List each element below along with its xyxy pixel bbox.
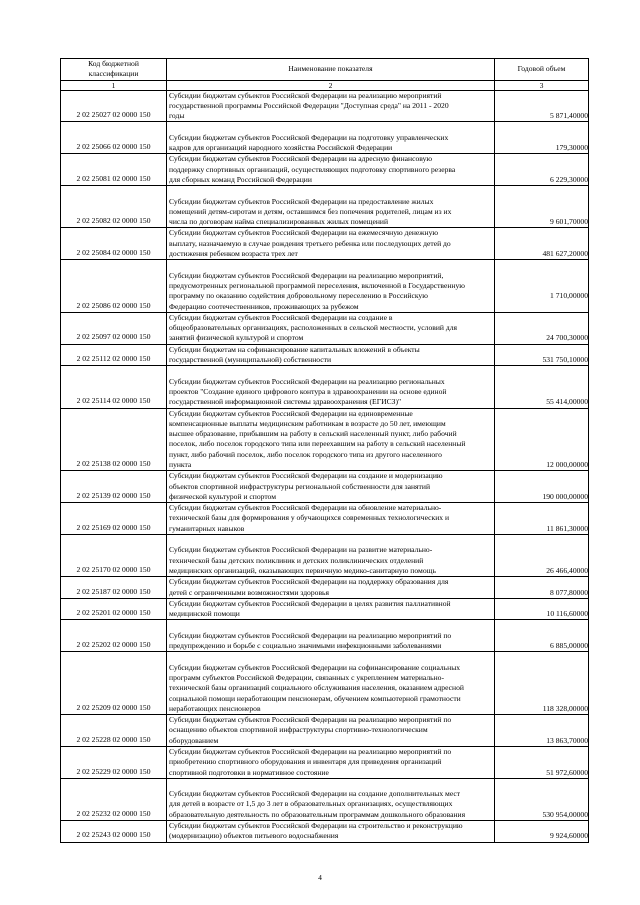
indicator-name-line: объектов спортивной инфраструктуры региональной собственности для занятий xyxy=(169,481,431,491)
annual-volume-value: 11 861,30000 xyxy=(546,523,588,533)
indicator-name-cell xyxy=(167,122,495,154)
annual-volume-value xyxy=(497,673,588,683)
header-code xyxy=(61,59,167,81)
indicator-name-line: оборудованием xyxy=(169,735,219,745)
page-number: 4 xyxy=(318,873,322,882)
indicator-name-cell xyxy=(167,535,495,577)
indicator-name-cell xyxy=(167,652,495,715)
indicator-name-line: Субсидии бюджетам субъектов Российской Федерации на адресную финансовую xyxy=(169,154,433,164)
annual-volume-value xyxy=(497,409,588,419)
annual-volume-value xyxy=(497,228,588,238)
annual-volume-value xyxy=(497,197,588,207)
indicator-name-line: Субсидии бюджетам субъектов Российской Федерации на предоставление жилых xyxy=(169,196,434,206)
indicator-name-line: Субсидии бюджетам субъектов Российской Федерации на реализацию мероприятий по xyxy=(169,715,452,725)
annual-volume-value xyxy=(497,577,588,587)
annual-volume-value: 9 924,60000 xyxy=(550,831,588,841)
table-header-row xyxy=(61,59,589,81)
table-row xyxy=(61,408,589,471)
indicator-name-cell xyxy=(167,90,495,122)
annual-volume-cell xyxy=(495,366,589,408)
annual-volume-cell xyxy=(495,535,589,577)
annual-volume-value xyxy=(497,683,588,693)
table-body xyxy=(61,90,589,842)
budget-code-cell: 2 02 25169 02 0000 150 xyxy=(61,503,167,535)
indicator-name-line xyxy=(169,535,492,545)
budget-code-cell: 2 02 25066 02 0000 150 xyxy=(61,122,167,154)
indicator-name-line xyxy=(169,652,492,662)
indicator-name-line: высшее образование, прибывшим на работу в сельский населенный пункт, либо рабочий xyxy=(169,429,457,439)
table-row xyxy=(61,186,589,228)
budget-code-cell: 2 02 25086 02 0000 150 xyxy=(61,260,167,312)
annual-volume-value: 1 710,00000 xyxy=(550,291,588,301)
table-row xyxy=(61,821,589,843)
indicator-name-cell xyxy=(167,312,495,344)
header-code-line: классификации xyxy=(88,69,139,79)
annual-volume-cell xyxy=(495,122,589,154)
annual-volume-value: 5 871,40000 xyxy=(550,111,588,121)
header-volume: Годовой объем xyxy=(495,59,589,81)
header-name: Наименование показателя xyxy=(167,59,495,81)
indicator-name-line: поселок, либо поселок городского типа или переехавшим на работу в сельский населенный xyxy=(169,439,466,449)
budget-code-cell: 2 02 25081 02 0000 150 xyxy=(61,154,167,186)
indicator-name-line: Субсидии бюджетам субъектов Российской Федерации на реализацию мероприятий xyxy=(169,90,442,100)
table-row xyxy=(61,154,589,186)
table-row xyxy=(61,90,589,122)
annual-volume-value xyxy=(497,91,588,101)
annual-volume-value xyxy=(497,165,588,175)
annual-volume-value: 24 700,30000 xyxy=(546,333,588,343)
annual-volume-value xyxy=(497,821,588,831)
indicator-name-cell xyxy=(167,186,495,228)
indicator-name-line xyxy=(169,620,492,630)
budget-code-cell: 2 02 25170 02 0000 150 xyxy=(61,535,167,577)
annual-volume-value xyxy=(497,387,588,397)
annual-volume-value: 531 750,10000 xyxy=(542,355,588,365)
annual-volume-cell xyxy=(495,408,589,471)
annual-volume-value xyxy=(497,545,588,555)
annual-volume-value xyxy=(497,513,588,523)
budget-code-cell: 2 02 25114 02 0000 150 xyxy=(61,366,167,408)
annual-volume-value xyxy=(497,366,588,376)
indicator-name-line: годы xyxy=(169,111,185,121)
annual-volume-value xyxy=(497,450,588,460)
indicator-name-line: Субсидии бюджетам субъектов Российской Федерации на софинансирование социальных xyxy=(169,662,461,672)
annual-volume-value xyxy=(497,471,588,481)
indicator-name-line: для сборных команд Российской Федерации xyxy=(169,174,312,184)
indicator-name-line: Субсидии бюджетам субъектов Российской Федерации на создание дополнительных мест xyxy=(169,789,461,799)
table-row xyxy=(61,122,589,154)
indicator-name-line: медицинских организаций, оказывающих первичную медико-санитарную помощь xyxy=(169,565,436,575)
indicator-name-line: Субсидии бюджетам субъектов Российской Федерации на подготовку управленческих xyxy=(169,132,449,142)
annual-volume-value xyxy=(497,725,588,735)
budget-code-cell: 2 02 25243 02 0000 150 xyxy=(61,821,167,843)
indicator-name-line xyxy=(169,186,492,196)
indicator-name-cell xyxy=(167,344,495,366)
annual-volume-cell xyxy=(495,821,589,843)
indicator-name-line: Субсидии бюджетам субъектов Российской Федерации на обновление материально- xyxy=(169,503,442,513)
indicator-name-line: Субсидии бюджетам субъектов Российской Федерации в целях развития паллиативной xyxy=(169,598,451,608)
indicator-name-line xyxy=(169,260,492,270)
annual-volume-value xyxy=(497,779,588,789)
annual-volume-value: 13 863,70000 xyxy=(546,735,588,745)
budget-code-cell: 2 02 25209 02 0000 150 xyxy=(61,652,167,715)
indicator-name-line: Субсидии бюджетам субъектов Российской Федерации на реализацию мероприятий, xyxy=(169,270,444,280)
annual-volume-value xyxy=(497,345,588,355)
indicator-name-line: кадров для организаций народного хозяйства Российской Федерации xyxy=(169,143,393,153)
annual-volume-value: 118 328,00000 xyxy=(542,703,588,713)
index-cell: 3 xyxy=(495,80,589,90)
budget-code-cell: 2 02 25139 02 0000 150 xyxy=(61,471,167,503)
indicator-name-line: социальной помощи неработающим пенсионерам, обучением компьютерной грамотности xyxy=(169,693,461,703)
budget-code-cell: 2 02 25112 02 0000 150 xyxy=(61,344,167,366)
indicator-name-line: программ субъектов Российской Федерации, связанных с укреплением материально- xyxy=(169,672,445,682)
annual-volume-cell xyxy=(495,620,589,652)
annual-volume-value xyxy=(497,652,588,662)
indicator-name-line: спортивной подготовки в нормативное состояние xyxy=(169,767,329,777)
indicator-name-cell xyxy=(167,408,495,471)
annual-volume-value xyxy=(497,747,588,757)
table-row xyxy=(61,715,589,747)
table-row xyxy=(61,652,589,715)
indicator-name-cell xyxy=(167,154,495,186)
indicator-name-line: неработающих пенсионеров xyxy=(169,703,261,713)
table-row xyxy=(61,312,589,344)
indicator-name-line: государственной программы Российской Федерации "Доступная среда" на 2011 - 2020 xyxy=(169,100,449,110)
indicator-name-line: Субсидии бюджетам субъектов Российской Федерации на реализацию мероприятий по xyxy=(169,630,452,640)
index-cell: 2 xyxy=(167,80,495,90)
indicator-name-line: технической базы организаций социального обслуживания населения, оказанием адресной xyxy=(169,683,464,693)
budget-code-cell: 2 02 25187 02 0000 150 xyxy=(61,577,167,599)
budget-code-cell: 2 02 25138 02 0000 150 xyxy=(61,408,167,471)
indicator-name-cell xyxy=(167,821,495,843)
indicator-name-line: помещений детям-сиротам и детям, оставшимся без попечения родителей, лицам из их xyxy=(169,206,452,216)
indicator-name-line: медицинской помощи xyxy=(169,609,240,619)
header-code-line: Код бюджетной xyxy=(88,59,139,68)
annual-volume-cell xyxy=(495,228,589,260)
indicator-name-line: Субсидии бюджетам субъектов Российской Федерации на развитие материально- xyxy=(169,545,433,555)
annual-volume-value xyxy=(497,207,588,217)
table-row xyxy=(61,228,589,260)
annual-volume-cell xyxy=(495,747,589,779)
budget-code-cell: 2 02 25084 02 0000 150 xyxy=(61,228,167,260)
table-row xyxy=(61,471,589,503)
annual-volume-value xyxy=(497,260,588,270)
budget-code-cell: 2 02 25027 02 0000 150 xyxy=(61,90,167,122)
indicator-name-cell xyxy=(167,366,495,408)
annual-volume-value xyxy=(497,281,588,291)
annual-volume-value xyxy=(497,599,588,609)
annual-volume-cell xyxy=(495,90,589,122)
indicator-name-line: физической культурой и спортом xyxy=(169,491,277,501)
indicator-name-line: компенсационные выплаты медицинским работникам в возрасте до 50 лет, имеющим xyxy=(169,418,446,428)
indicator-name-cell xyxy=(167,471,495,503)
indicator-name-line: (модернизацию) объектов питьевого водоснабжения xyxy=(169,831,339,841)
budget-code-cell: 2 02 25082 02 0000 150 xyxy=(61,186,167,228)
annual-volume-value xyxy=(497,302,588,312)
annual-volume-value xyxy=(497,154,588,164)
indicator-name-line: Субсидии бюджетам субъектов Российской Федерации на строительство и реконструкцию xyxy=(169,821,463,831)
budget-code-cell: 2 02 25202 02 0000 150 xyxy=(61,620,167,652)
indicator-name-cell xyxy=(167,620,495,652)
annual-volume-value xyxy=(497,482,588,492)
annual-volume-cell xyxy=(495,715,589,747)
table-row xyxy=(61,503,589,535)
indicator-name-line: Субсидии бюджетам субъектов Российской Федерации на единовременные xyxy=(169,408,413,418)
budget-code-cell: 2 02 25228 02 0000 150 xyxy=(61,715,167,747)
annual-volume-value xyxy=(497,419,588,429)
indicator-name-line: проектов "Создание единого цифрового контура в здравоохранении на основе единой xyxy=(169,386,447,396)
annual-volume-value: 8 077,80000 xyxy=(550,587,588,597)
indicator-name-line: Субсидии бюджетам субъектов Российской Федерации на реализацию региональных xyxy=(169,376,445,386)
indicator-name-cell xyxy=(167,715,495,747)
budget-table xyxy=(60,58,589,843)
table-row xyxy=(61,778,589,820)
budget-code-cell: 2 02 25232 02 0000 150 xyxy=(61,778,167,820)
annual-volume-value xyxy=(497,503,588,513)
table-row xyxy=(61,366,589,408)
annual-volume-value xyxy=(497,429,588,439)
annual-volume-cell xyxy=(495,577,589,599)
annual-volume-cell xyxy=(495,503,589,535)
annual-volume-value: 26 466,40000 xyxy=(546,565,588,575)
annual-volume-value xyxy=(497,663,588,673)
indicator-name-line: детей с ограниченными возможностями здоровья xyxy=(169,587,329,597)
annual-volume-value xyxy=(497,789,588,799)
indicator-name-line xyxy=(169,779,492,789)
indicator-name-line: технической базы детских поликлиник и детских поликлинических отделений xyxy=(169,555,424,565)
indicator-name-line: числа по договорам найма специализированных жилых помещений xyxy=(169,217,389,227)
annual-volume-cell xyxy=(495,260,589,312)
indicator-name-line: технической базы для формирования у обучающихся современных технологических и xyxy=(169,513,450,523)
annual-volume-cell xyxy=(495,778,589,820)
budget-code-cell: 2 02 25097 02 0000 150 xyxy=(61,312,167,344)
annual-volume-value xyxy=(497,631,588,641)
indicator-name-cell xyxy=(167,778,495,820)
index-cell: 1 xyxy=(61,80,167,90)
indicator-name-line: Субсидии бюджетам на софинансирование капитальных вложений в объекты xyxy=(169,344,420,354)
indicator-name-line: пункт, либо рабочий поселок, либо поселок городского типа из другого населенного xyxy=(169,449,442,459)
table-row xyxy=(61,344,589,366)
budget-code-cell: 2 02 25229 02 0000 150 xyxy=(61,747,167,779)
annual-volume-value: 12 000,00000 xyxy=(546,459,588,469)
indicator-name-line: Субсидии бюджетам субъектов Российской Федерации на реализацию мероприятий по xyxy=(169,747,452,756)
table-row xyxy=(61,620,589,652)
indicator-name-line: Федерацию соотечественников, проживающих за рубежом xyxy=(169,301,359,311)
annual-volume-value: 190 000,00000 xyxy=(542,491,588,501)
annual-volume-cell xyxy=(495,154,589,186)
indicator-name-line: государственной информационной системы здравоохранения (ЕГИСЗ)" xyxy=(169,397,402,407)
indicator-name-line: приобретению спортивного оборудования и инвентаря для приведения организаций xyxy=(169,757,442,767)
annual-volume-value xyxy=(497,133,588,143)
indicator-name-cell xyxy=(167,747,495,779)
annual-volume-value xyxy=(497,122,588,132)
annual-volume-cell xyxy=(495,312,589,344)
indicator-name-line: программу по оказанию содействия добровольному переселению в Российскую xyxy=(169,291,428,301)
indicator-name-line: выплату, назначаемую в случае рождения третьего ребенка или последующих детей до xyxy=(169,238,451,248)
annual-volume-value: 9 601,70000 xyxy=(550,217,588,227)
indicator-name-line: общеобразовательных организациях, расположенных в сельской местности, условий для xyxy=(169,323,458,333)
annual-volume-value: 55 414,00000 xyxy=(546,397,588,407)
table-row xyxy=(61,260,589,312)
annual-volume-value xyxy=(497,271,588,281)
annual-volume-cell xyxy=(495,598,589,620)
indicator-name-line: предусмотренных региональной программой переселения, включенной в Государственную xyxy=(169,280,465,290)
annual-volume-value: 481 627,20000 xyxy=(542,249,588,259)
indicator-name-line: для детей в возрасте от 1,5 до 3 лет в образовательных организациях, осуществляющих xyxy=(169,799,453,809)
annual-volume-cell xyxy=(495,652,589,715)
annual-volume-value xyxy=(497,535,588,545)
table-row xyxy=(61,535,589,577)
annual-volume-value xyxy=(497,313,588,323)
indicator-name-line: Субсидии бюджетам субъектов Российской Федерации на ежемесячную денежную xyxy=(169,228,439,238)
indicator-name-line: Субсидии бюджетам субъектов Российской Федерации на поддержку образования для xyxy=(169,577,449,587)
annual-volume-cell xyxy=(495,344,589,366)
indicator-name-cell xyxy=(167,260,495,312)
annual-volume-value: 6 885,00000 xyxy=(550,641,588,651)
budget-code-cell: 2 02 25201 02 0000 150 xyxy=(61,598,167,620)
indicator-name-line: образовательную деятельность по образовательным программам дошкольного образования xyxy=(169,809,466,819)
annual-volume-value xyxy=(497,757,588,767)
indicator-name-line: гуманитарных навыков xyxy=(169,523,245,533)
budget-table-sheet xyxy=(60,58,588,843)
annual-volume-value xyxy=(497,323,588,333)
indicator-name-line xyxy=(169,366,492,376)
indicator-name-line: достижения ребенком возраста трех лет xyxy=(169,249,298,259)
annual-volume-value: 51 972,60000 xyxy=(546,767,588,777)
annual-volume-value: 10 116,60000 xyxy=(546,609,588,619)
indicator-name-line: государственной (муниципальной) собственности xyxy=(169,355,332,365)
annual-volume-value xyxy=(497,439,588,449)
annual-volume-value xyxy=(497,694,588,704)
indicator-name-line: занятий физической культурой и спортом xyxy=(169,333,304,343)
table-row xyxy=(61,598,589,620)
indicator-name-cell xyxy=(167,577,495,599)
indicator-name-line: Субсидии бюджетам субъектов Российской Федерации на создание в xyxy=(169,312,393,322)
indicator-name-line: оснащению объектов спортивной инфраструктуры спортивно-технологическим xyxy=(169,725,428,735)
indicator-name-line: Субсидии бюджетам субъектов Российской Федерации на создание и модернизацию xyxy=(169,471,443,481)
annual-volume-value xyxy=(497,101,588,111)
annual-volume-value xyxy=(497,715,588,725)
annual-volume-value xyxy=(497,620,588,630)
indicator-name-line xyxy=(169,122,492,132)
annual-volume-value: 6 229,30000 xyxy=(550,174,588,184)
annual-volume-cell xyxy=(495,471,589,503)
indicator-name-cell xyxy=(167,598,495,620)
annual-volume-value xyxy=(497,556,588,566)
table-row xyxy=(61,577,589,599)
indicator-name-line: предупреждению и борьбе с социально значимыми инфекционными заболеваниями xyxy=(169,641,442,651)
indicator-name-line: пункта xyxy=(169,459,192,469)
indicator-name-cell xyxy=(167,503,495,535)
annual-volume-value: 530 954,00000 xyxy=(542,809,588,819)
annual-volume-value xyxy=(497,186,588,196)
indicator-name-cell xyxy=(167,228,495,260)
annual-volume-value: 179,30000 xyxy=(555,143,588,153)
annual-volume-cell xyxy=(495,186,589,228)
annual-volume-value xyxy=(497,377,588,387)
indicator-name-line: поддержку спортивных организаций, осуществляющих подготовку спортивного резерва xyxy=(169,164,456,174)
annual-volume-value xyxy=(497,799,588,809)
table-row xyxy=(61,747,589,779)
table-index-row xyxy=(61,80,589,90)
annual-volume-value xyxy=(497,239,588,249)
